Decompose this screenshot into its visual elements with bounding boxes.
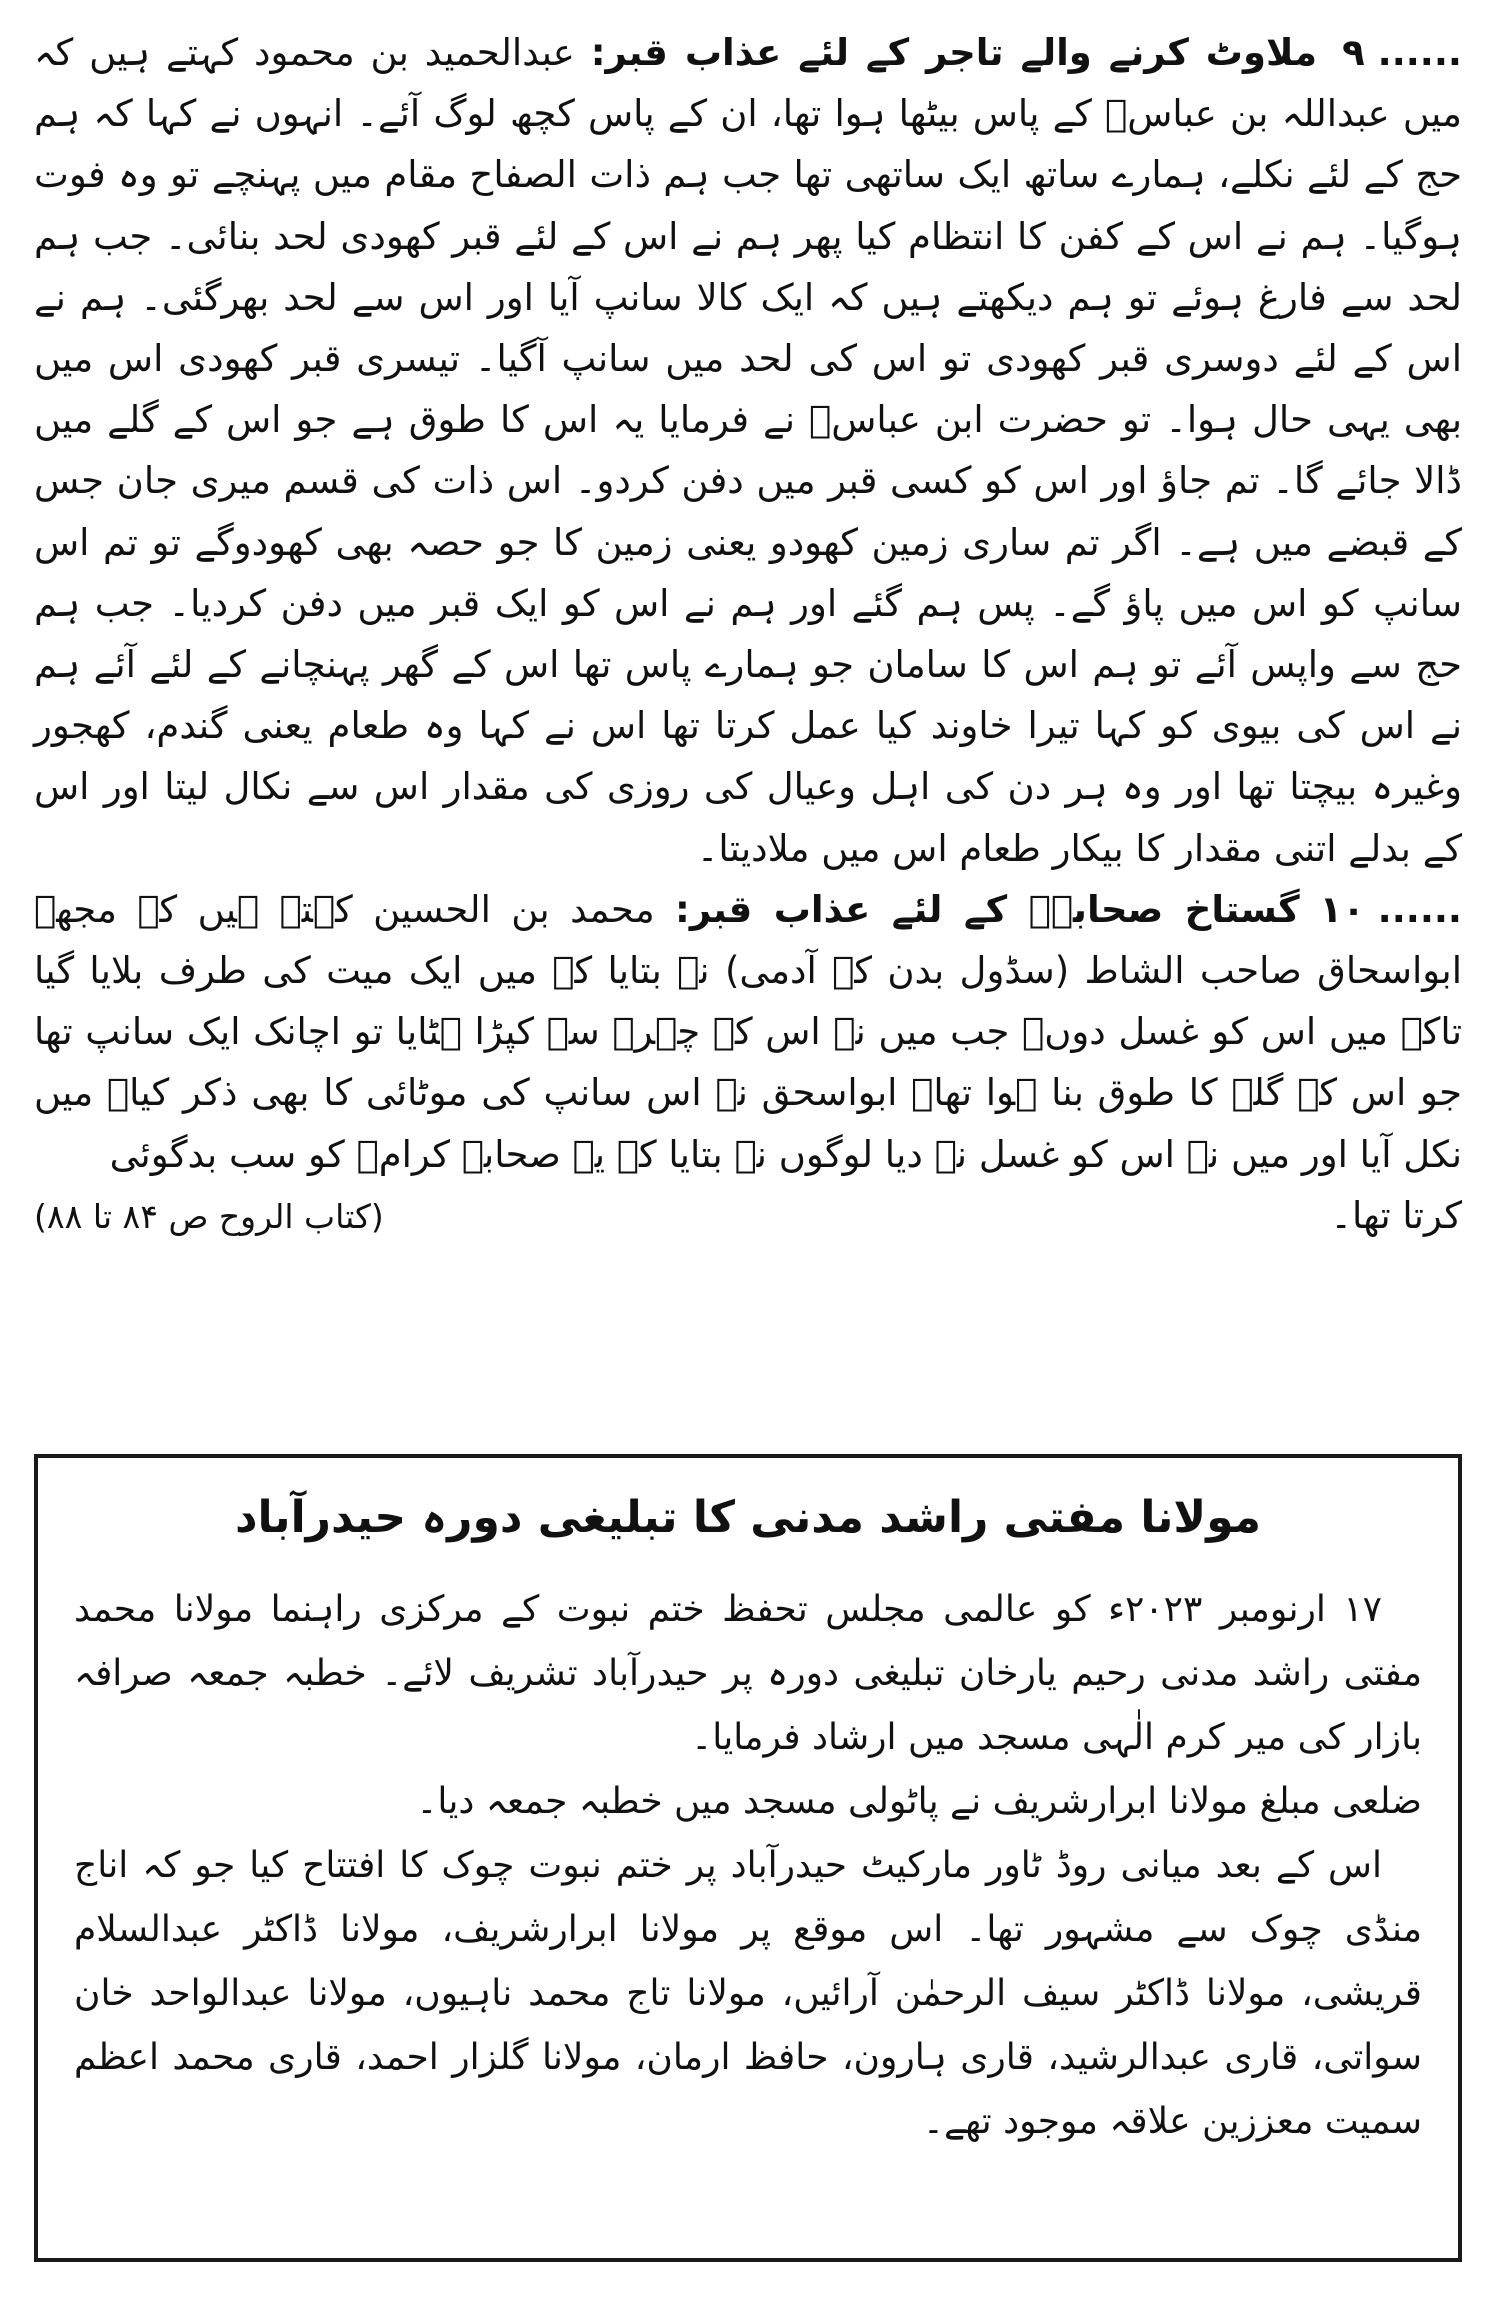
- article-body: [20, 22, 1480, 1247]
- notice-paragraph-2: [74, 1770, 1422, 1834]
- notice-body: [74, 1578, 1422, 2154]
- notice-title: مولانا مفتی راشد مدنی کا تبلیغی دورہ حیدرآباد: [234, 1492, 1262, 1543]
- paragraph-text: محمد بن الحسین کہتے ہیں کہ مجھے ابواسحاق صاحب الشاط (سڈول بدن کے آدمی) نے بتایا کہ میں ایک میت کی طرف بلایا گیا تاکہ میں اس کو غسل دوں۔ جب میں نے اس کے چہرے سے کپڑا ہٹایا تو اچانک ایک سانپ تھا جو اس کے گلے کا طوق بنا ہوا تھا۔ ابواسحق نے اس سانپ کی موٹائی کا بھی ذکر کیا۔ میں نکل آیا اور میں نے اس کو غسل نہ دیا لوگوں نے بتایا کہ یہ صحابہ کرامؓ کو سب بدگوئی: [34, 887, 1462, 1176]
- paragraph-heading: گستاخ صحابہؓ کے لئے عذاب قبر:: [675, 887, 1300, 931]
- paragraph-heading: ملاوٹ کرنے والے تاجر کے لئے عذاب قبر:: [590, 31, 1317, 74]
- notice-text-3: اس کے بعد میانی روڈ ٹاور مارکیٹ حیدرآباد پر ختم نبوت چوک کا افتتاح کیا جو کہ اناج منڈی چوک سے مشہور تھا۔ اس موقع پر مولانا ابرارشریف، مولانا ڈاکٹر عبدالسلام قریشی، مولانا ڈاکٹر سیف الرحمٰن آرائیں، مولانا تاج محمد ناہیوں، مولانا عبدالواحد خان سواتی، قاری عبدالرشید، قاری ہارون، حافظ ارمان، مولانا گلزار احمد، قاری محمد اعظم سمیت معززین علاقہ موجود تھے۔: [74, 1845, 1422, 2142]
- paragraph-9: [34, 22, 1462, 879]
- closing-line: [34, 1185, 1462, 1247]
- paragraph-number: ۹ ......: [1342, 31, 1462, 74]
- notice-text-1: ۱۷ ارنومبر ۲۰۲۳ء کو عالمی مجلس تحفظ ختم نبوت کے مرکزی راہنما مولانا محمد مفتی راشد مدنی رحیم یارخان تبلیغی دورہ پر حیدرآباد تشریف لائے۔ خطبہ جمعہ صرافہ بازار کی میر کرم الٰہی مسجد میں ارشاد فرمایا۔: [74, 1589, 1422, 1758]
- paragraph-10: [34, 879, 1462, 1185]
- page: [20, 22, 1480, 2282]
- citation: (کتاب الروح ص ۸۴ تا ۸۸): [34, 1196, 384, 1236]
- paragraph-number: ۱۰ ......: [1319, 887, 1462, 931]
- notice-paragraph-1: [74, 1578, 1422, 1770]
- notice-paragraph-3: [74, 1834, 1422, 2154]
- closing-text: کرتا تھا۔: [1330, 1193, 1462, 1237]
- notice-text-2: ضلعی مبلغ مولانا ابرارشریف نے پاٹولی مسجد میں خطبہ جمعہ دیا۔: [416, 1781, 1422, 1822]
- notice-box: [34, 1454, 1462, 2262]
- paragraph-text: عبدالحمید بن محمود کہتے ہیں کہ میں عبداللہ بن عباسؓ کے پاس بیٹھا ہوا تھا، ان کے پاس کچھ لوگ آئے۔ انہوں نے کہا کہ ہم حج کے لئے نکلے، ہمارے ساتھ ایک ساتھی تھا جب ہم ذات الصفاح مقام میں پہنچے تو وہ فوت ہوگیا۔ ہم نے اس کے کفن کا انتظام کیا پھر ہم نے اس کے لئے قبر کھودی لحد بنائی۔ جب ہم لحد سے فارغ ہوئے تو ہم دیکھتے ہیں کہ ایک کالا سانپ آیا اور اس سے لحد بھرگئی۔ ہم نے اس کے لئے دوسری قبر کھودی تو اس کی لحد میں سانپ آگیا۔ تیسری قبر کھودی اس میں بھی یہی حال ہوا۔ تو حضرت ابن عباسؓ نے فرمایا یہ اس کا طوق ہے جو اس کے گلے میں ڈالا جائے گا۔ تم جاؤ اور اس کو کسی قبر میں دفن کردو۔ اس ذات کی قسم میری جان جس کے قبضے میں ہے۔ اگر تم ساری زمین کھودو یعنی زمین کا جو حصہ بھی کھودوگے تو تم اس سانپ کو اس میں پاؤ گے۔ پس ہم گئے اور ہم نے اس کو ایک قبر میں دفن کردیا۔ جب ہم حج سے واپس آئے تو ہم اس کا سامان جو ہمارے پاس تھا اس کے گھر پہنچانے کے لئے آئے ہم نے اس کی بیوی کو کہا تیرا خاوند کیا عمل کرتا تھا اس نے کہا وہ طعام یعنی گندم، کھجور وغیرہ بیچتا تھا اور وہ ہر دن کی اہل وعیال کی روزی کی مقدار اس سے نکال لیتا اور اس کے بدلے اتنی مقدار کا بیکار طعام اس میں ملادیتا۔: [34, 31, 1462, 870]
